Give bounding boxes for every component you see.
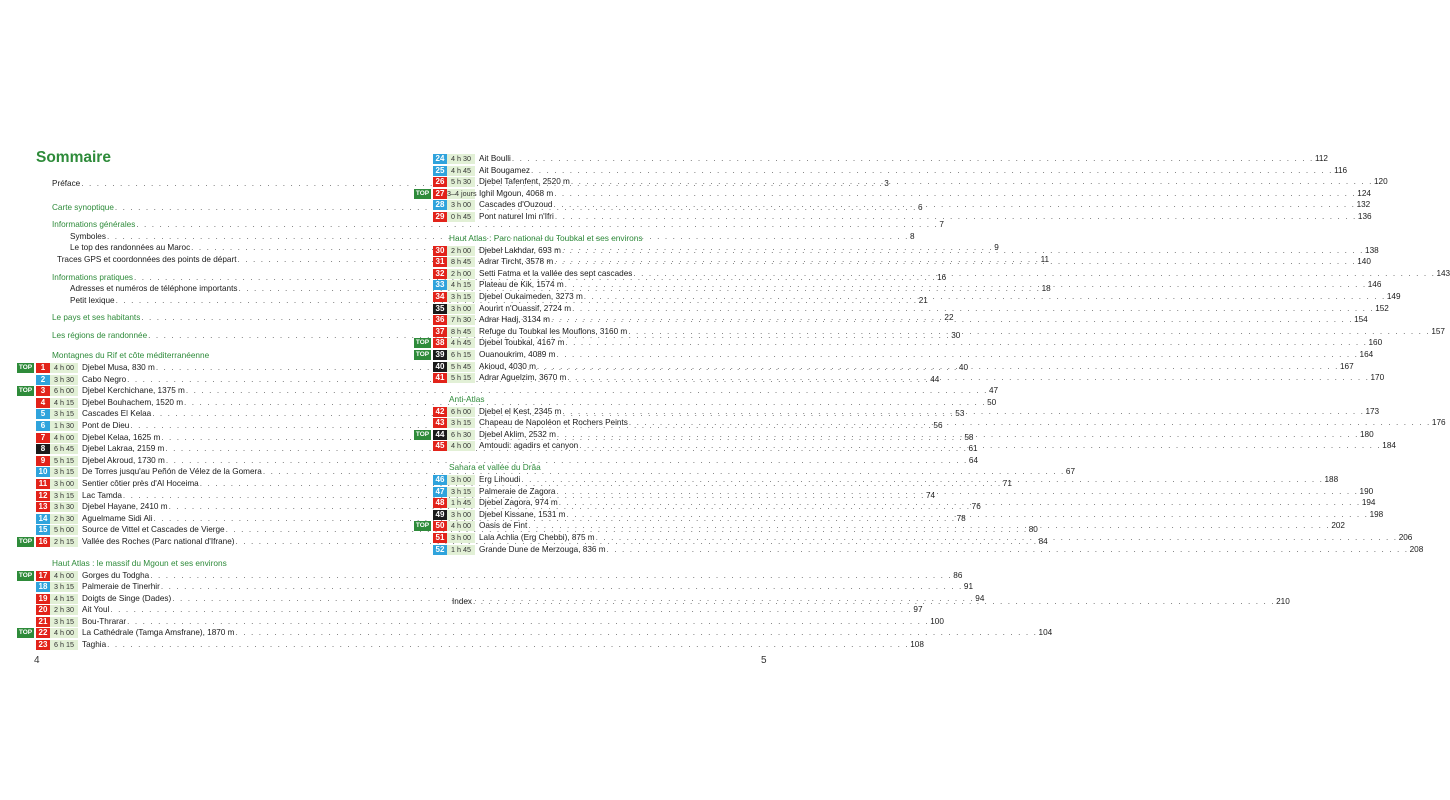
hike-name: Djebel Musa, 830 m <box>82 363 155 372</box>
hike-name: Aourirt n'Ouassif, 2724 m <box>479 303 572 313</box>
hike-page: 94 <box>975 593 985 603</box>
hike-name: Chapeau de Napoléon et Rochers Peints <box>479 418 628 428</box>
hike-name: Bou-Thrarar <box>82 616 127 626</box>
hike-number-badge: 39 <box>433 350 447 360</box>
hike-number-badge: 9 <box>36 456 50 466</box>
hike-name: Pont naturel Imi n'Ifri <box>479 211 554 221</box>
hike-name: Djebel Lakraa, 2159 m <box>82 444 165 454</box>
hike-name: Djebel Aklim, 2532 m <box>479 429 556 439</box>
hike-number-badge: 5 <box>36 409 50 419</box>
section-heading: Sahara et vallée du Drâa <box>449 462 541 473</box>
hike-duration: 5 h 15 <box>50 456 78 466</box>
hike-duration: 5 h 30 <box>447 177 475 187</box>
top-badge: TOP <box>18 387 33 395</box>
hike-duration: 5 h 15 <box>447 373 475 383</box>
hike-name: Ouanoukrim, 4089 m <box>479 349 556 359</box>
hike-entry[interactable] <box>433 544 1424 556</box>
hike-page: 184 <box>1382 441 1396 451</box>
hike-number-badge: 19 <box>36 594 50 604</box>
toc-entry-page: 22 <box>944 313 954 323</box>
hike-duration: 4 h 45 <box>447 338 475 348</box>
hike-name: Oasis de Fint <box>479 521 528 531</box>
hike-name: Lala Achlia (Erg Chebbi), 875 m <box>479 533 595 543</box>
hike-page: 108 <box>910 640 924 650</box>
hike-number-badge: 36 <box>433 315 447 325</box>
hike-name: Grande Dune de Merzouga, 836 m <box>479 544 606 554</box>
hike-name: Doigts de Singe (Dades) <box>82 593 172 603</box>
page-number: 5 <box>761 655 767 666</box>
hike-entry[interactable] <box>36 639 924 651</box>
hike-duration: 3 h 15 <box>50 617 78 627</box>
hike-page: 136 <box>1357 211 1372 221</box>
toc-entry-label: Symboles <box>70 231 106 241</box>
hike-duration: 3 h 30 <box>50 375 78 385</box>
hike-duration: 5 h 00 <box>50 525 78 535</box>
hike-entry[interactable] <box>18 570 963 582</box>
hike-page: 86 <box>953 570 963 580</box>
hike-name: Cascades El Kelaa <box>82 409 152 419</box>
top-badge: TOP <box>415 430 430 438</box>
hike-name: Djebel Bouhachem, 1520 m <box>82 397 184 407</box>
hike-duration: 3 h 00 <box>447 475 475 485</box>
hike-number-badge: 32 <box>433 269 447 279</box>
hike-duration: 3 h 00 <box>447 510 475 520</box>
hike-name: Plateau de Kik, 1574 m <box>479 280 564 290</box>
hike-number-badge: 51 <box>433 533 447 543</box>
hike-page: 97 <box>913 605 923 615</box>
hike-name: Palmeraie de Zagora <box>479 486 556 496</box>
hike-duration: 1 h 45 <box>447 545 475 555</box>
hike-duration: 6 h 15 <box>447 350 475 360</box>
hike-name: Aguelmame Sidi Ali <box>82 513 153 523</box>
hike-name: Taghia <box>82 640 107 650</box>
hike-number-badge: 14 <box>36 514 50 524</box>
hike-duration: 4 h 15 <box>447 280 475 290</box>
hike-duration: 6 h 30 <box>447 430 475 440</box>
hike-page: 112 <box>1314 154 1328 163</box>
hike-duration: 1 h 45 <box>447 498 475 508</box>
hike-name: Ait Youl <box>82 605 110 615</box>
hike-number-badge: 42 <box>433 407 447 417</box>
hike-page: 40 <box>958 363 968 372</box>
hike-page: 132 <box>1356 200 1371 210</box>
hike-duration: 6 h 00 <box>50 386 78 396</box>
hike-duration: 3 h 15 <box>447 292 475 302</box>
top-badge: TOP <box>415 189 430 197</box>
hike-number-badge: 26 <box>433 177 447 187</box>
hike-name: De Torres jusqu'au Peñón de Vélez de la Gomera <box>82 467 262 477</box>
hike-duration: 2 h 30 <box>50 605 78 615</box>
hike-name: Ighil Mgoun, 4068 m <box>479 188 554 198</box>
hike-name: La Cathédrale (Tamga Amsfrane), 1870 m <box>82 628 235 638</box>
hike-entry[interactable] <box>433 199 1371 211</box>
hike-duration: 3 h 15 <box>447 418 475 428</box>
hike-number-badge: 24 <box>433 154 447 164</box>
toc-entry-page: 8 <box>910 231 915 241</box>
section-heading: Haut Atlas : le massif du Mgoun et ses environs <box>52 557 227 568</box>
hike-name: Djebel Lakhdar, 693 m <box>479 245 561 255</box>
hike-page: 202 <box>1331 521 1345 531</box>
hike-entry[interactable] <box>433 361 1354 373</box>
hike-name: Adrar Tircht, 3578 m <box>479 257 554 267</box>
hike-page: 180 <box>1359 429 1374 439</box>
hike-number-badge: 41 <box>433 373 447 383</box>
hike-name: Cascades d'Ouzoud <box>479 200 553 210</box>
hike-number-badge: 13 <box>36 502 50 512</box>
top-badge: TOP <box>18 571 33 579</box>
hike-number-badge: 47 <box>433 487 447 497</box>
hike-page: 198 <box>1369 509 1384 519</box>
hike-name: Amtoudi: agadirs et canyon <box>479 441 579 451</box>
hike-number-badge: 2 <box>36 375 50 385</box>
hike-number-badge: 10 <box>36 467 50 477</box>
hike-number-badge: 17 <box>36 571 50 581</box>
hike-page: 67 <box>1065 467 1076 477</box>
hike-number-badge: 34 <box>433 292 447 302</box>
hike-name: Djebel Oukaimeden, 3273 m <box>479 291 583 301</box>
hike-page: 164 <box>1359 349 1374 359</box>
toc-entry-page: 3 <box>884 179 889 188</box>
hike-name: Djebel Akroud, 1730 m <box>82 455 165 465</box>
hike-name: Akioud, 4030 m <box>479 361 536 371</box>
hike-page: 138 <box>1365 245 1379 255</box>
toc-entry-label: Informations générales <box>52 220 136 230</box>
hike-number-badge: 11 <box>36 479 50 489</box>
toc-entry-page: 7 <box>939 220 944 230</box>
hike-page: 194 <box>1361 498 1376 508</box>
hike-number-badge: 48 <box>433 498 447 508</box>
hike-duration: 5 h 45 <box>447 362 475 372</box>
toc-entry-label: Traces GPS et coordonnées des points de départ <box>57 254 237 264</box>
hike-page: 206 <box>1398 533 1413 543</box>
hike-number-badge: 52 <box>433 545 447 555</box>
hike-duration: 3 h 00 <box>447 304 475 314</box>
hike-number-badge: 3 <box>36 386 50 396</box>
hike-page: 104 <box>1038 628 1053 638</box>
hike-duration: 4 h 00 <box>447 521 475 531</box>
hike-entry[interactable] <box>36 616 944 628</box>
hike-number-badge: 28 <box>433 200 447 210</box>
hike-duration: 3–4 jours <box>447 188 477 198</box>
hike-number-badge: 30 <box>433 246 447 256</box>
toc-entry-page: 11 <box>1040 254 1050 264</box>
hike-name: Lac Tamda <box>82 490 122 500</box>
hike-name: Cabo Negro <box>82 374 127 384</box>
hike-number-badge: 49 <box>433 510 447 520</box>
hike-entry[interactable] <box>433 245 1379 257</box>
top-badge: TOP <box>415 350 430 358</box>
hike-duration: 4 h 30 <box>447 154 475 164</box>
hike-duration: 2 h 00 <box>447 246 475 256</box>
top-badge: TOP <box>415 339 430 347</box>
hike-name: Djebel Kerchichane, 1375 m <box>82 386 185 396</box>
hike-entry[interactable] <box>433 303 1389 315</box>
toc-entry-page: 18 <box>1041 284 1051 294</box>
hike-duration: 8 h 45 <box>447 327 475 337</box>
hike-name: Djebel Tafenfent, 2520 m <box>479 177 570 187</box>
hike-page: 56 <box>933 420 943 430</box>
hike-page: 124 <box>1357 188 1371 198</box>
hike-name: Djebel Kissane, 1531 m <box>479 509 566 519</box>
hike-duration: 6 h 45 <box>50 444 78 454</box>
hike-page: 84 <box>1038 536 1048 546</box>
hike-page: 208 <box>1409 544 1424 554</box>
hike-number-badge: 20 <box>36 605 50 615</box>
hike-number-badge: 46 <box>433 475 447 485</box>
hike-page: 116 <box>1334 165 1348 175</box>
hike-duration: 0 h 45 <box>447 212 475 222</box>
hike-duration: 4 h 00 <box>50 433 78 443</box>
hike-duration: 3 h 15 <box>447 487 475 497</box>
top-badge: TOP <box>18 364 33 371</box>
hike-duration: 6 h 15 <box>50 640 78 650</box>
hike-page: 47 <box>988 386 999 396</box>
hike-page: 61 <box>968 444 978 454</box>
hike-number-badge: 12 <box>36 491 50 501</box>
hike-page: 120 <box>1373 177 1388 187</box>
hike-duration: 4 h 00 <box>50 571 78 581</box>
hike-duration: 2 h 15 <box>50 537 78 547</box>
hike-duration: 3 h 00 <box>447 533 475 543</box>
hike-duration: 4 h 45 <box>447 166 475 176</box>
hike-name: Setti Fatma et la vallée des sept cascades <box>479 268 633 278</box>
hike-page: 44 <box>930 374 940 384</box>
hike-entry[interactable] <box>18 627 1053 639</box>
hike-number-badge: 31 <box>433 257 447 267</box>
toc-entry-page: 6 <box>917 202 923 212</box>
hike-number-badge: 21 <box>36 617 50 627</box>
hike-duration: 3 h 00 <box>447 200 475 210</box>
hike-entry[interactable] <box>36 604 923 616</box>
hike-page: 173 <box>1365 406 1380 416</box>
hike-number-badge: 45 <box>433 441 447 451</box>
index-label: Index <box>452 597 473 606</box>
hike-name: Adrar Aguelzim, 3670 m <box>479 373 567 383</box>
hike-duration: 3 h 15 <box>50 491 78 501</box>
toc-entry[interactable] <box>52 219 944 231</box>
hike-duration: 7 h 30 <box>447 315 475 325</box>
hike-page: 76 <box>971 502 981 512</box>
hike-page: 64 <box>968 455 979 465</box>
hike-page: 157 <box>1431 326 1445 336</box>
top-badge: TOP <box>18 629 33 637</box>
hike-name: Djebel el Kest, 2345 m <box>479 406 562 416</box>
hike-entry[interactable] <box>36 455 979 467</box>
hike-number-badge: 7 <box>36 433 50 443</box>
hike-entry[interactable] <box>415 349 1374 361</box>
hike-duration: 4 h 00 <box>447 441 475 451</box>
hike-page: 58 <box>964 432 974 442</box>
hike-duration: 4 h 15 <box>50 398 78 408</box>
hike-name: Djebel Hayane, 2410 m <box>82 502 168 512</box>
hike-number-badge: 18 <box>36 582 50 592</box>
hike-number-badge: 38 <box>433 338 447 348</box>
toc-entry-page: 30 <box>951 330 961 340</box>
hike-name: Djebel Kelaa, 1625 m <box>82 432 161 442</box>
section-heading: Haut Atlas : Parc national du Toubkal et ses environs <box>449 232 643 243</box>
hike-name: Vallée des Roches (Parc national d'Ifrane) <box>82 536 235 546</box>
hike-duration: 3 h 30 <box>50 502 78 512</box>
hike-name: Erg Lihoudi <box>479 475 521 485</box>
hike-name: Palmeraie de Tinerhir <box>82 582 160 592</box>
hike-number-badge: 6 <box>36 421 50 431</box>
hike-name: Ait Boulli <box>479 154 511 163</box>
hike-entry[interactable] <box>433 153 1328 165</box>
hike-entry[interactable] <box>36 581 974 593</box>
hike-duration: 4 h 00 <box>50 628 78 638</box>
hike-page: 154 <box>1354 315 1368 325</box>
toc-entry-label: Le top des randonnées au Maroc <box>70 243 191 253</box>
toc-entry-label: Les régions de randonnée <box>52 330 148 340</box>
hike-page: 53 <box>955 409 965 419</box>
hike-page: 71 <box>1002 478 1012 488</box>
toc-entry-label: Le pays et ses habitants <box>52 313 141 323</box>
page-number: 4 <box>34 655 40 666</box>
hike-page: 188 <box>1324 475 1339 485</box>
hike-page: 167 <box>1339 361 1354 371</box>
hike-duration: 2 h 00 <box>447 269 475 279</box>
index-page: 210 <box>1276 597 1290 606</box>
hike-duration: 4 h 15 <box>50 594 78 604</box>
hike-name: Pont de Dieu <box>82 420 130 430</box>
toc-entry-label: Adresses et numéros de téléphone importants <box>70 284 238 294</box>
hike-page: 80 <box>1028 525 1038 535</box>
hike-page: 146 <box>1367 280 1382 290</box>
hike-name: Adrar Hadj, 3134 m <box>479 315 550 325</box>
hike-number-badge: 33 <box>433 280 447 290</box>
hike-number-badge: 50 <box>433 521 447 531</box>
hike-number-badge: 27 <box>433 189 447 199</box>
hike-number-badge: 23 <box>36 640 50 650</box>
hike-number-badge: 25 <box>433 166 447 176</box>
hike-duration: 2 h 30 <box>50 514 78 524</box>
hike-entry[interactable] <box>415 337 1383 349</box>
hike-page: 190 <box>1359 486 1374 496</box>
toc-entry-page: 9 <box>994 243 999 253</box>
hike-number-badge: 16 <box>36 537 50 547</box>
hike-entry[interactable] <box>415 188 1371 200</box>
hike-entry[interactable] <box>433 165 1348 177</box>
top-badge: TOP <box>18 537 33 545</box>
toc-entry-page: 16 <box>937 272 947 282</box>
hike-number-badge: 35 <box>433 304 447 314</box>
hike-page: 170 <box>1370 373 1385 383</box>
hike-number-badge: 4 <box>36 398 50 408</box>
hike-number-badge: 22 <box>36 628 50 638</box>
hike-page: 78 <box>956 513 966 523</box>
hike-duration: 3 h 15 <box>50 467 78 477</box>
hike-number-badge: 8 <box>36 444 50 454</box>
toc-entry-label: Préface <box>52 179 81 188</box>
hike-duration: 4 h 00 <box>50 363 78 373</box>
hike-page: 91 <box>963 582 974 592</box>
hike-duration: 8 h 45 <box>447 257 475 267</box>
hike-name: Sentier côtier près d'Al Hoceima <box>82 478 199 488</box>
hike-page: 152 <box>1375 303 1389 313</box>
hike-page: 149 <box>1386 291 1401 301</box>
hike-number-badge: 29 <box>433 212 447 222</box>
toc-entry-page: 21 <box>918 295 928 305</box>
hike-entry[interactable] <box>433 211 1372 223</box>
hike-page: 143 <box>1436 268 1450 278</box>
section-heading: Anti-Atlas <box>449 393 485 404</box>
hike-page: 160 <box>1368 338 1383 348</box>
hike-name: Source de Vittel et Cascades de Vierge <box>82 525 225 535</box>
section-heading: Montagnes du Rif et côte méditerranéenne <box>52 350 210 360</box>
hike-name: Djebel Toubkal, 4167 m <box>479 338 565 348</box>
hike-duration: 6 h 00 <box>447 407 475 417</box>
hike-duration: 1 h 30 <box>50 421 78 431</box>
hike-name: Ait Bougamez <box>479 165 530 175</box>
toc-entry-label: Informations pratiques <box>52 272 134 282</box>
hike-number-badge: 40 <box>433 362 447 372</box>
hike-page: 140 <box>1357 257 1371 267</box>
hike-page: 176 <box>1431 418 1446 428</box>
hike-number-badge: 43 <box>433 418 447 428</box>
hike-number-badge: 1 <box>36 363 50 373</box>
hike-name: Refuge du Toubkal les Mouflons, 3160 m <box>479 326 628 336</box>
page-title: Sommaire <box>36 149 111 166</box>
hike-name: Djebel Zagora, 974 m <box>479 498 558 508</box>
hike-number-badge: 37 <box>433 327 447 337</box>
hike-duration: 3 h 15 <box>50 582 78 592</box>
toc-entry-label: Carte synoptique <box>52 202 114 212</box>
hike-duration: 3 h 15 <box>50 409 78 419</box>
top-badge: TOP <box>415 522 430 530</box>
hike-entry[interactable] <box>433 176 1388 188</box>
hike-duration: 3 h 00 <box>50 479 78 489</box>
hike-number-badge: 15 <box>36 525 50 535</box>
hike-number-badge: 44 <box>433 430 447 440</box>
hike-page: 100 <box>930 616 944 626</box>
toc-entry-label: Petit lexique <box>70 295 115 305</box>
hike-name: Gorges du Todgha <box>82 570 150 580</box>
hike-page: 74 <box>925 490 936 500</box>
hike-page: 50 <box>987 397 997 407</box>
hike-entry[interactable] <box>18 385 999 397</box>
